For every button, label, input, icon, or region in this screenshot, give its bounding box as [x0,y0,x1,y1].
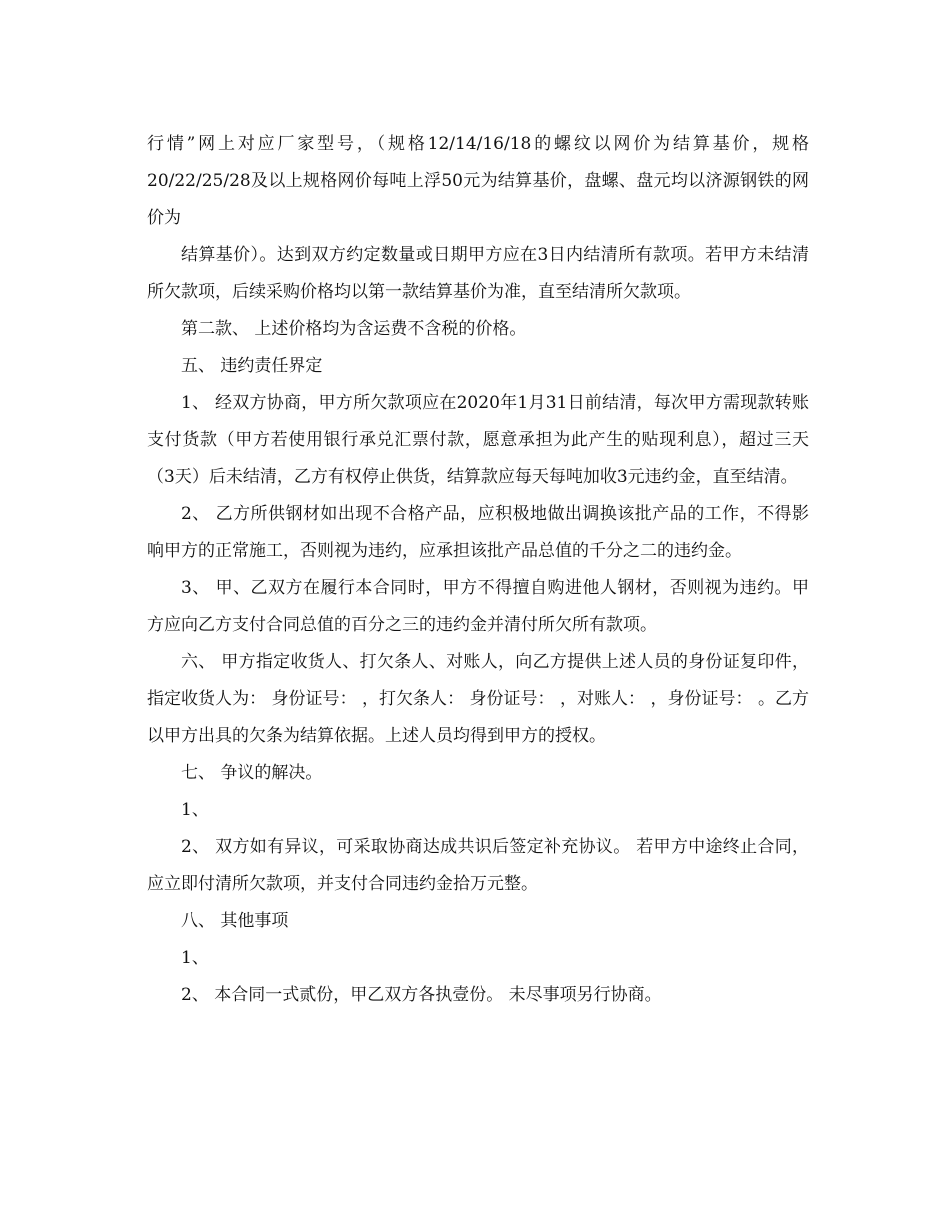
section-designated-persons: 六、 甲方指定收货人、打欠条人、对账人，向乙方提供上述人员的身份证复印件，指定收货人为： 身份证号： ，打欠条人： 身份证号： ，对账人： ，身份证号： 。乙方以甲方出具的欠条为结算依据。上述人员均得到甲方的授权。 [147,652,809,746]
section-heading-dispute: 七、 争议的解决。 [181,763,323,783]
document-body [147,126,809,1014]
paragraph-settlement: 结算基价）。达到双方约定数量或日期甲方应在3日内结清所有款项。若甲方未结清所欠款项，后续采购价格均以第一款结算基价为准，直至结清所欠款项。 [147,245,809,302]
dispute-item-1: 1、 [181,800,209,820]
section-heading-other: 八、 其他事项 [181,911,289,931]
breach-item-3: 3、 甲、乙双方在履行本合同时，甲方不得擅自购进他人钢材，否则视为违约。甲方应向乙方支付合同总值的百分之三的违约金并清付所欠所有款项。 [147,578,809,635]
paragraph-pricing-basis: 行情”网上对应厂家型号，（规格12/14/16/18的螺纹以网价为结算基价，规格20/22/25/28及以上规格网价每吨上浮50元为结算基价，盘螺、盘元均以济源钢铁的网价为 [147,134,809,228]
section-heading-breach: 五、 违约责任界定 [181,356,323,376]
breach-item-2: 2、 乙方所供钢材如出现不合格产品，应积极地做出调换该批产品的工作，不得影响甲方的正常施工，否则视为违约，应承担该批产品总值的千分之二的违约金。 [147,504,809,561]
other-item-1: 1、 [181,948,209,968]
breach-item-1: 1、 经双方协商，甲方所欠款项应在2020年1月31日前结清，每次甲方需现款转账支付货款（甲方若使用银行承兑汇票付款，愿意承担为此产生的贴现利息），超过三天（3天）后未结清，乙方有权停止供货，结算款应每天每吨加收3元违约金，直至结清。 [147,393,809,487]
paragraph-clause-two: 第二款、 上述价格均为含运费不含税的价格。 [181,319,527,339]
other-item-2: 2、 本合同一式贰份，甲乙双方各执壹份。 未尽事项另行协商。 [181,985,662,1005]
dispute-item-2: 2、 双方如有异议，可采取协商达成共识后签定补充协议。 若甲方中途终止合同，应立即付清所欠款项，并支付合同违约金拾万元整。 [147,837,809,894]
